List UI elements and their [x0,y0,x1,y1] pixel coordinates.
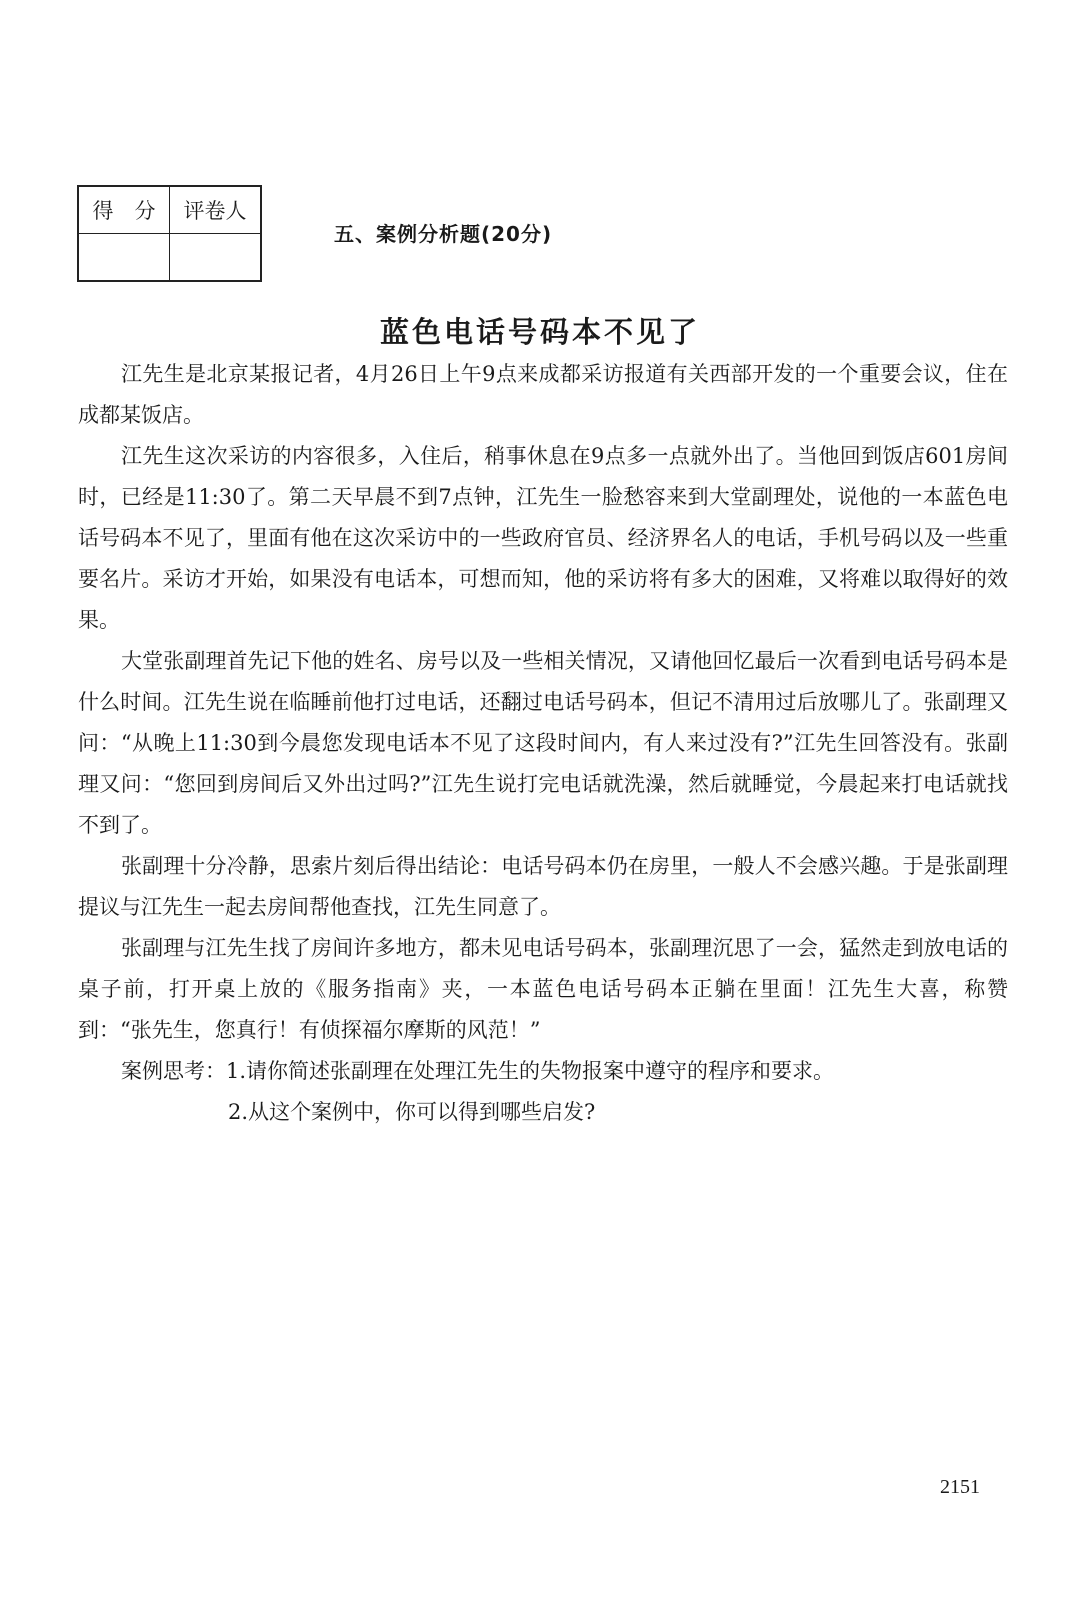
score-value-cell [78,234,170,282]
page-number: 2151 [940,1476,980,1498]
article-body [78,354,1008,1133]
paragraph-5: 张副理与江先生找了房间许多地方，都未见电话号码本，张副理沉思了一会，猛然走到放电话的桌子前，打开桌上放的《服务指南》夹，一本蓝色电话号码本正躺在里面！江先生大喜，称赞到：“张先生，您真行！有侦探福尔摩斯的风范！” [78,936,1008,1042]
score-label: 得 分 [78,186,170,234]
score-table [77,185,262,282]
paragraph-1: 江先生是北京某报记者，4月26日上午9点来成都采访报道有关西部开发的一个重要会议，住在成都某饭店。 [78,362,1008,427]
paragraph-4: 张副理十分冷静，思索片刻后得出结论：电话号码本仍在房里，一般人不会感兴趣。于是张副理提议与江先生一起去房间帮他查找，江先生同意了。 [78,854,1008,919]
paragraph-2: 江先生这次采访的内容很多，入住后，稍事休息在9点多一点就外出了。当他回到饭店601房间时，已经是11:30了。第二天早晨不到7点钟，江先生一脸愁容来到大堂副理处，说他的一本蓝色电话号码本不见了，里面有他在这次采访中的一些政府官员、经济界名人的电话，手机号码以及一些重要名片。采访才开始，如果没有电话本，可想而知，他的采访将有多大的困难，又将难以取得好的效果。 [78,444,1008,632]
question-2: 2.从这个案例中，你可以得到哪些启发? [228,1100,596,1124]
article-title: 蓝色电话号码本不见了 [379,315,700,349]
grader-label: 评卷人 [170,186,262,234]
paragraph-3: 大堂张副理首先记下他的姓名、房号以及一些相关情况，又请他回忆最后一次看到电话号码本是什么时间。江先生说在临睡前他打过电话，还翻过电话号码本，但记不清用过后放哪儿了。张副理又问：“从晚上11:30到今晨您发现电话本不见了这段时间内，有人来过没有?”江先生回答没有。张副理又问：“您回到房间后又外出过吗?”江先生说打完电话就洗澡，然后就睡觉，今晨起来打电话就找不到了。 [78,649,1008,837]
grader-value-cell [170,234,262,282]
question-1: 案例思考：1.请你简述张副理在处理江先生的失物报案中遵守的程序和要求。 [121,1059,835,1083]
section-title: 五、案例分析题(20分) [334,222,553,246]
